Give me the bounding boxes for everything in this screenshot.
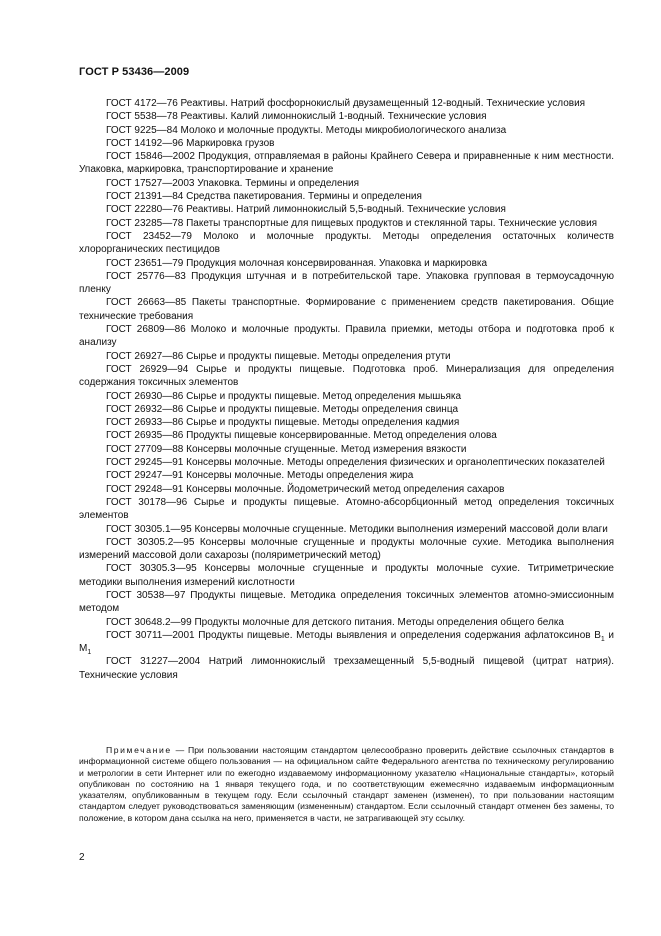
reference-item: ГОСТ 30648.2—99 Продукты молочные для детского питания. Методы определения общего белка [106, 616, 564, 628]
reference-item: ГОСТ 17527—2003 Упаковка. Термины и определения [106, 177, 360, 189]
reference-item-aflatoxin [79, 629, 614, 656]
reference-item: ГОСТ 29248—91 Консервы молочные. Йодометрический метод определения сахаров [106, 483, 505, 495]
reference-item: ГОСТ 26935—86 Продукты пищевые консервированные. Метод определения олова [106, 430, 497, 442]
subscript-1: 1 [600, 635, 605, 643]
reference-item: ГОСТ 26933—86 Сырье и продукты пищевые. Методы определения кадмия [106, 417, 460, 429]
reference-item: ГОСТ 27709—88 Консервы молочные сгущенные. Метод измерения вязкости [106, 443, 467, 455]
reference-item: ГОСТ 5538—78 Реактивы. Калий лимоннокислый 1-водный. Технические условия [106, 111, 487, 123]
note-text: — При пользовании настоящим стандартом целесообразно проверить действие ссылочных стандартов в информационной системе общего пользования — на официальном сайте Федерального агентства по техническому регулированию и метрологии в сети Интернет или по ежегодно издаваемому информационному указателю «Национальные стандарты», который опубликован по состоянию на 1 января текущего года, и по соответствующим ежемесячно издаваемым информационным указателям, опубликованным в текущем году. Если ссылочный стандарт заменен (изменен), то при пользовании настоящим стандартом следует руководствоваться заменяющим (измененным) стандартом. Если ссылочный стандарт отменен без замены, то положение, в котором дана ссылка на него, применяется в части, не затрагивающей эту ссылку. [79, 745, 615, 823]
reference-item: ГОСТ 23452—79 Молоко и молочные продукты. Методы определения остаточных количеств хлорорганических пестицидов [79, 230, 614, 256]
reference-aflatoxin-and: и M [79, 629, 614, 655]
page-number: 2 [79, 852, 85, 863]
reference-item: ГОСТ 30178—96 Сырье и продукты пищевые. Атомно-абсорбционный метод определения токсичных элементов [79, 496, 614, 522]
page-header: ГОСТ Р 53436—2009 [79, 66, 190, 78]
reference-item-last: ГОСТ 31227—2004 Натрий лимоннокислый трехзамещенный 5,5-водный пищевой (цитрат натрия). Технические условия [79, 656, 614, 681]
reference-item: ГОСТ 30305.1—95 Консервы молочные сгущенные. Методики выполнения измерений массовой доли влаги [106, 523, 608, 535]
reference-item: ГОСТ 23651—79 Продукция молочная консервированная. Упаковка и маркировка [106, 257, 488, 269]
reference-item: ГОСТ 29245—91 Консервы молочные. Методы определения физических и органолептических показателей [106, 457, 605, 469]
reference-item: ГОСТ 26929—94 Сырье и продукты пищевые. Подготовка проб. Минерализация для определения содержания токсичных элементов [79, 363, 614, 389]
reference-item: ГОСТ 9225—84 Молоко и молочные продукты. Методы микробиологического анализа [106, 124, 507, 136]
reference-item: ГОСТ 4172—76 Реактивы. Натрий фосфорнокислый двузамещенный 12-водный. Технические условия [106, 98, 586, 109]
reference-item: ГОСТ 30305.3—95 Консервы молочные сгущенные и продукты молочные сухие. Титриметрические методики выполнения измерений кислотности [79, 563, 614, 588]
reference-item: ГОСТ 15846—2002 Продукция, отправляемая в районы Крайнего Севера и приравненные к ним местности. Упаковка, маркировка, транспортирование и хранение [79, 151, 614, 176]
reference-item: ГОСТ 23285—78 Пакеты транспортные для пищевых продуктов и стеклянной тары. Технические условия [106, 217, 598, 229]
reference-item: ГОСТ 29247—91 Консервы молочные. Методы определения жира [106, 470, 414, 482]
reference-item: ГОСТ 30538—97 Продукты пищевые. Методика определения токсичных элементов атомно-эмиссионным методом [79, 589, 614, 615]
reference-item: ГОСТ 14192—96 Маркировка грузов [106, 137, 275, 149]
normative-references-list [79, 97, 614, 682]
reference-item: ГОСТ 26809—86 Молоко и молочные продукты. Правила приемки, методы отбора и подготовка проб к анализу [79, 324, 614, 349]
reference-item: ГОСТ 26932—86 Сырье и продукты пищевые. Методы определения свинца [106, 403, 459, 415]
note-label: Примечание [106, 745, 172, 755]
reference-item: ГОСТ 26663—85 Пакеты транспортные. Формирование с применением средств пакетирования. Общие технические требования [79, 297, 614, 322]
reference-item: ГОСТ 26930—86 Сырье и продукты пищевые. Метод определения мышьяка [106, 390, 462, 402]
note-paragraph [79, 745, 614, 824]
reference-item: ГОСТ 26927—86 Сырье и продукты пищевые. Методы определения ртути [106, 350, 451, 362]
reference-item: ГОСТ 30305.2—95 Консервы молочные сгущенные и продукты молочные сухие. Методика выполнения измерений массовой доли сахарозы (поляриметрический метод) [79, 536, 614, 562]
reference-aflatoxin-text: ГОСТ 30711—2001 Продукты пищевые. Методы выявления и определения содержания афлатоксинов B [106, 629, 601, 641]
subscript-1b: 1 [87, 649, 92, 657]
reference-item: ГОСТ 22280—76 Реактивы. Натрий лимоннокислый 5,5-водный. Технические условия [106, 204, 506, 216]
reference-item: ГОСТ 25776—83 Продукция штучная и в потребительской таре. Упаковка групповая в термоусадочную пленку [79, 270, 614, 296]
reference-item: ГОСТ 21391—84 Средства пакетирования. Термины и определения [106, 191, 422, 203]
